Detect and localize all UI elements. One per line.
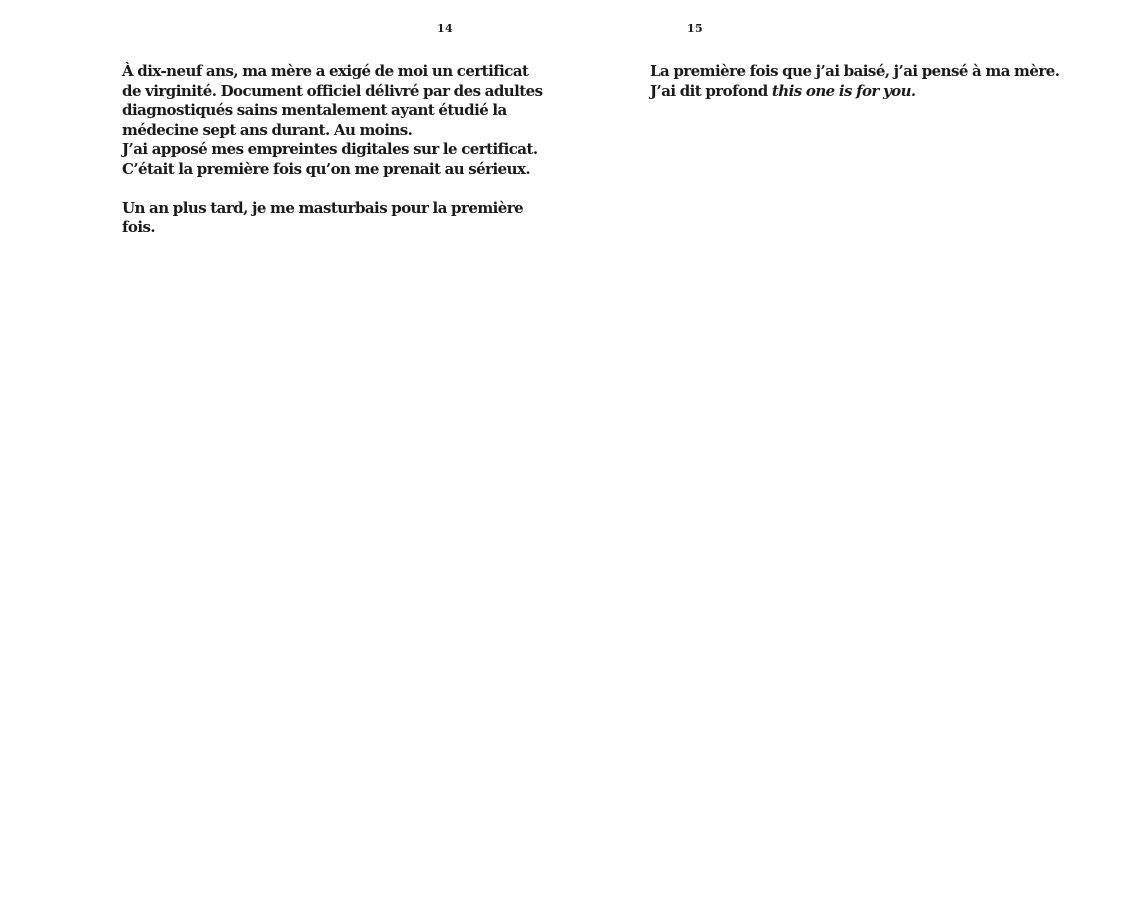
- text-line: La première fois que j’ai baisé, j’ai pensé à ma mère.: [650, 62, 1060, 80]
- paragraph-one-year-later: [122, 198, 524, 238]
- text-line: [650, 82, 1050, 102]
- text-line: médecine sept ans durant. Au moins.: [122, 120, 413, 139]
- text-line: diagnostiqués sains mentalement ayant étudié la: [122, 101, 507, 119]
- text-line: J’ai apposé mes empreintes digitales sur le certificat.: [122, 140, 538, 158]
- text-line: Un an plus tard, je me masturbais pour la première: [122, 198, 524, 217]
- text-line: de virginité. Document officiel délivré par des adultes: [122, 81, 543, 100]
- page-number-right: 15: [687, 22, 703, 35]
- left-page-text: [122, 62, 543, 238]
- paragraph-spacer: [122, 179, 492, 199]
- italic-phrase: this one is for you.: [771, 81, 916, 100]
- right-page-text: [650, 62, 1060, 101]
- left-page: [0, 0, 568, 913]
- paragraph-certificate: [122, 62, 543, 179]
- paragraph-first-time: [650, 62, 1060, 101]
- page-number-left: 14: [437, 22, 453, 35]
- text-line-prefix: J’ai dit profond: [650, 81, 772, 100]
- text-line: À dix-neuf ans, ma mère a exigé de moi un certificat: [122, 62, 529, 80]
- text-line: C’était la première fois qu’on me prenait au sérieux.: [122, 159, 531, 178]
- right-page: [568, 0, 1137, 913]
- text-line: fois.: [122, 218, 156, 236]
